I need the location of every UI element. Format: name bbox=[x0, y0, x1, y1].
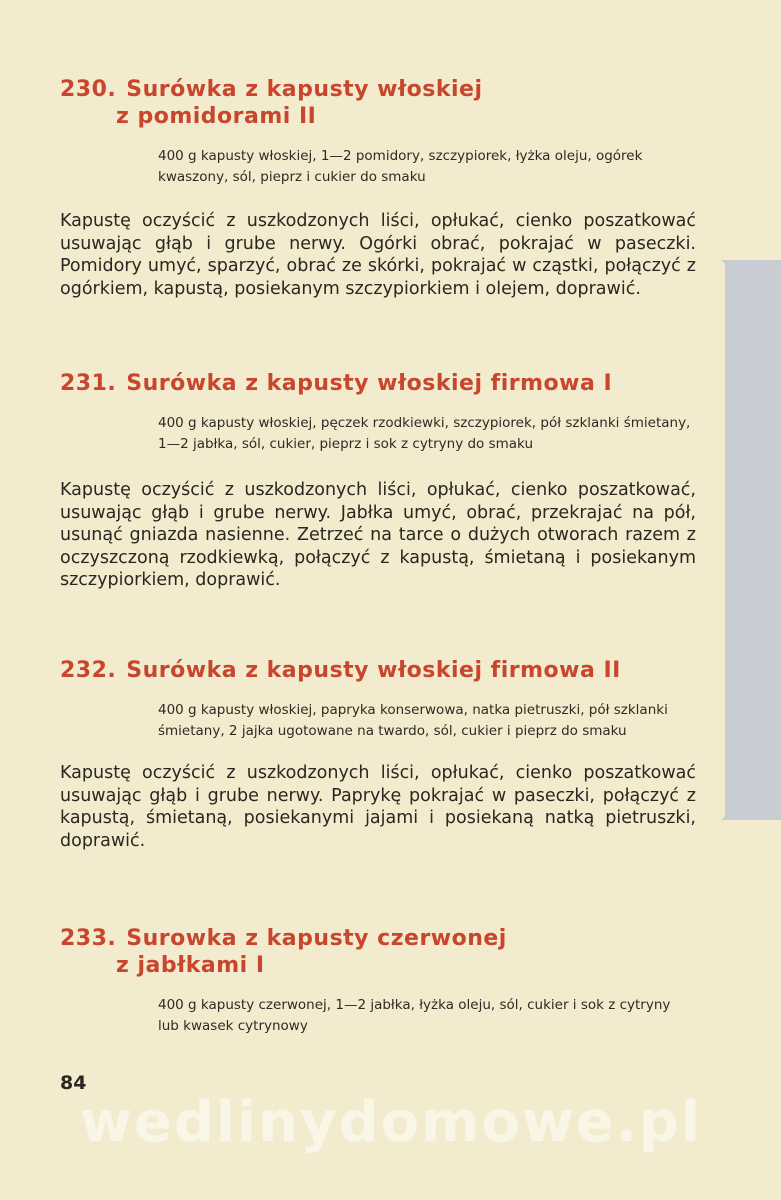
torn-page-edge bbox=[711, 260, 781, 820]
recipe-method: Kapustę oczyścić z uszkodzonych liści, opłukać, cienko poszatkować usuwając głąb i grube nerwy. Paprykę pokrajać w paseczki, połączyć z kapustą, śmietaną, posiekanymi jajami i posiekaną natką pietruszki, doprawić. bbox=[60, 763, 696, 851]
recipe-231 bbox=[60, 370, 700, 592]
recipe-230 bbox=[60, 76, 700, 300]
page-number: 84 bbox=[60, 1072, 87, 1094]
recipe-233 bbox=[60, 925, 700, 1037]
recipe-232 bbox=[60, 657, 700, 852]
recipe-ingredients: 400 g kapusty włoskiej, pęczek rzodkiewki, szczypiorek, pół szklanki śmietany, 1—2 jabłka, sól, cukier, pieprz i sok z cytryny do smaku bbox=[158, 415, 691, 452]
recipe-method: Kapustę oczyścić z uszkodzonych liści, opłukać, cienko poszatkować usuwając głąb i grube nerwy. Ogórki obrać, pokrajać w paseczki. Pomidory umyć, sparzyć, obrać ze skórki, pokrajać w cząstki, połączyć z ogórkiem, kapustą, posiekanym szczypiorkiem i olejem, doprawić. bbox=[60, 211, 696, 299]
recipe-ingredients: 400 g kapusty włoskiej, 1—2 pomidory, szczypiorek, łyżka oleju, ogórek kwaszony, sól, pieprz i cukier do smaku bbox=[158, 148, 643, 185]
recipe-ingredients: 400 g kapusty czerwonej, 1—2 jabłka, łyżka oleju, sól, cukier i sok z cytryny lub kwasek cytrynowy bbox=[158, 997, 671, 1034]
recipe-method: Kapustę oczyścić z uszkodzonych liści, opłukać, cienko poszatkować, usuwając głąb i grube nerwy. Jabłka umyć, obrać, przekrajać na pół, usunąć gniazda nasienne. Zetrzeć na tarce o dużych otworach razem z oczyszczoną rzodkiewką, połączyć z kapustą, śmietaną i posiekanym szczypiorkiem, doprawić. bbox=[60, 480, 696, 591]
recipe-title: 233. Surowka z kapusty czerwonej z jabłkami I bbox=[60, 926, 507, 978]
recipe-title: 232. Surówka z kapusty włoskiej firmowa II bbox=[60, 658, 621, 683]
watermark: wedlinydomowe.pl bbox=[80, 1090, 703, 1155]
recipe-number: 233. bbox=[60, 926, 117, 951]
recipe-title: 231. Surówka z kapusty włoskiej firmowa I bbox=[60, 371, 613, 396]
recipe-title: 230. Surówka z kapusty włoskiej z pomidorami II bbox=[60, 77, 483, 129]
recipe-number: 230. bbox=[60, 77, 117, 102]
recipe-ingredients: 400 g kapusty włoskiej, papryka konserwowa, natka pietruszki, pół szklanki śmietany, 2 jajka ugotowane na twardo, sól, cukier i pieprz do smaku bbox=[158, 702, 668, 739]
recipe-number: 232. bbox=[60, 658, 117, 683]
recipe-number: 231. bbox=[60, 371, 117, 396]
